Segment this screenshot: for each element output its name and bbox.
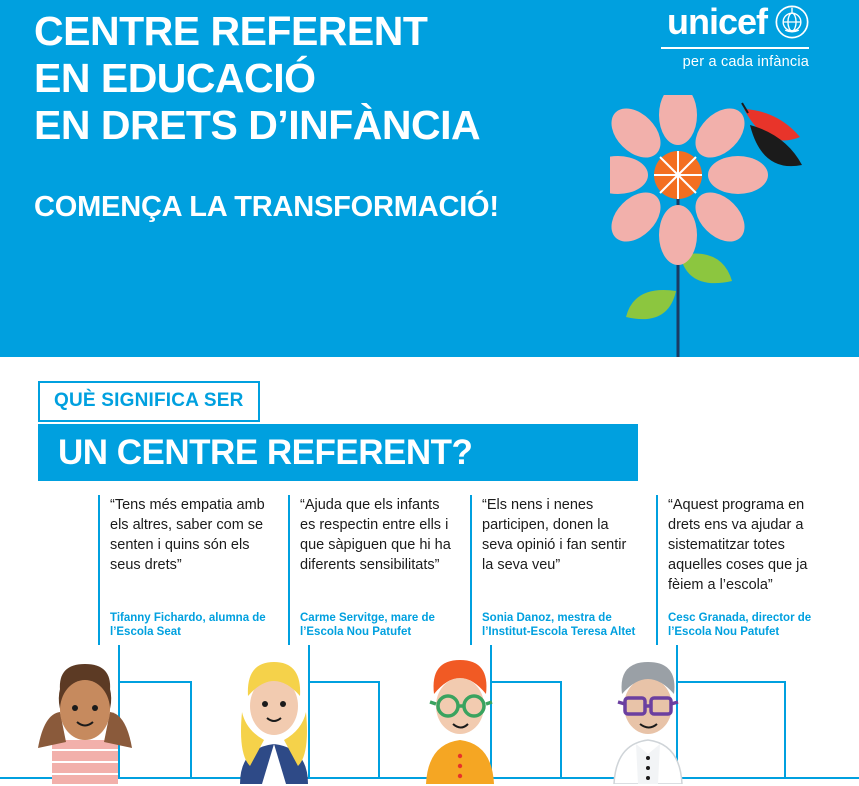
section-headline-bar [38,424,638,481]
butterfly-icon [742,103,802,166]
quote-attribution: Carme Servitge, mare de l’Escola Nou Patufet [300,612,435,638]
flower-illustration [610,95,859,357]
title-line-1: CENTRE REFERENT [34,8,428,54]
connector-line [784,681,786,779]
quote-card [656,495,826,645]
unicef-wordmark: unicef [666,1,767,42]
quote-card [288,495,458,645]
quote-text: “Els nens i nenes participen, donen la seva opinió i fan sentir la seva veu” [482,497,627,573]
quotes-row [38,495,828,655]
figure-woman-blonde [222,652,326,784]
figure-man-glasses [596,652,700,784]
illustration-strip [0,645,859,786]
quote-card [470,495,640,645]
figure-girl-braids [32,652,138,784]
quote-card [98,495,268,645]
connector-line [378,681,380,779]
quote-attribution: Sonia Danoz, mestra de l’Institut-Escola Teresa Altet [482,612,636,638]
title-line-2: EN EDUCACIÓ [34,55,316,101]
page-title [34,8,480,149]
connector-line [560,681,562,779]
connector-line [190,681,192,779]
quote-text: “Tens més empatia amb els altres, saber com se senten i quins són els seus drets” [110,497,265,573]
section-kicker: QUÈ SIGNIFICA SER [38,381,260,422]
hero-subtitle: COMENÇA LA TRANSFORMACIÓ! [34,191,499,223]
figure-boy-glasses [408,652,512,784]
unicef-globe-icon [775,5,809,39]
quote-attribution: Cesc Granada, director de l’Escola Nou Patufet [668,612,812,638]
quote-text: “Aquest programa en drets ens va ajudar a sistematitzar totes aquelles coses que ja fèiem a l’escola” [668,497,808,593]
unicef-logo [661,1,809,70]
quote-text: “Ajuda que els infants es respectin entre ells i que sàpiguen que hi ha diferents sensibilitats” [300,497,451,573]
quote-attribution: Tifanny Fichardo, alumna de l’Escola Seat [110,612,266,638]
section-headline: UN CENTRE REFERENT? [58,433,473,472]
logo-divider [661,47,809,49]
title-line-3: EN DRETS D’INFÀNCIA [34,102,481,148]
hero-banner [0,0,859,357]
unicef-tagline: per a cada infància [682,54,809,70]
